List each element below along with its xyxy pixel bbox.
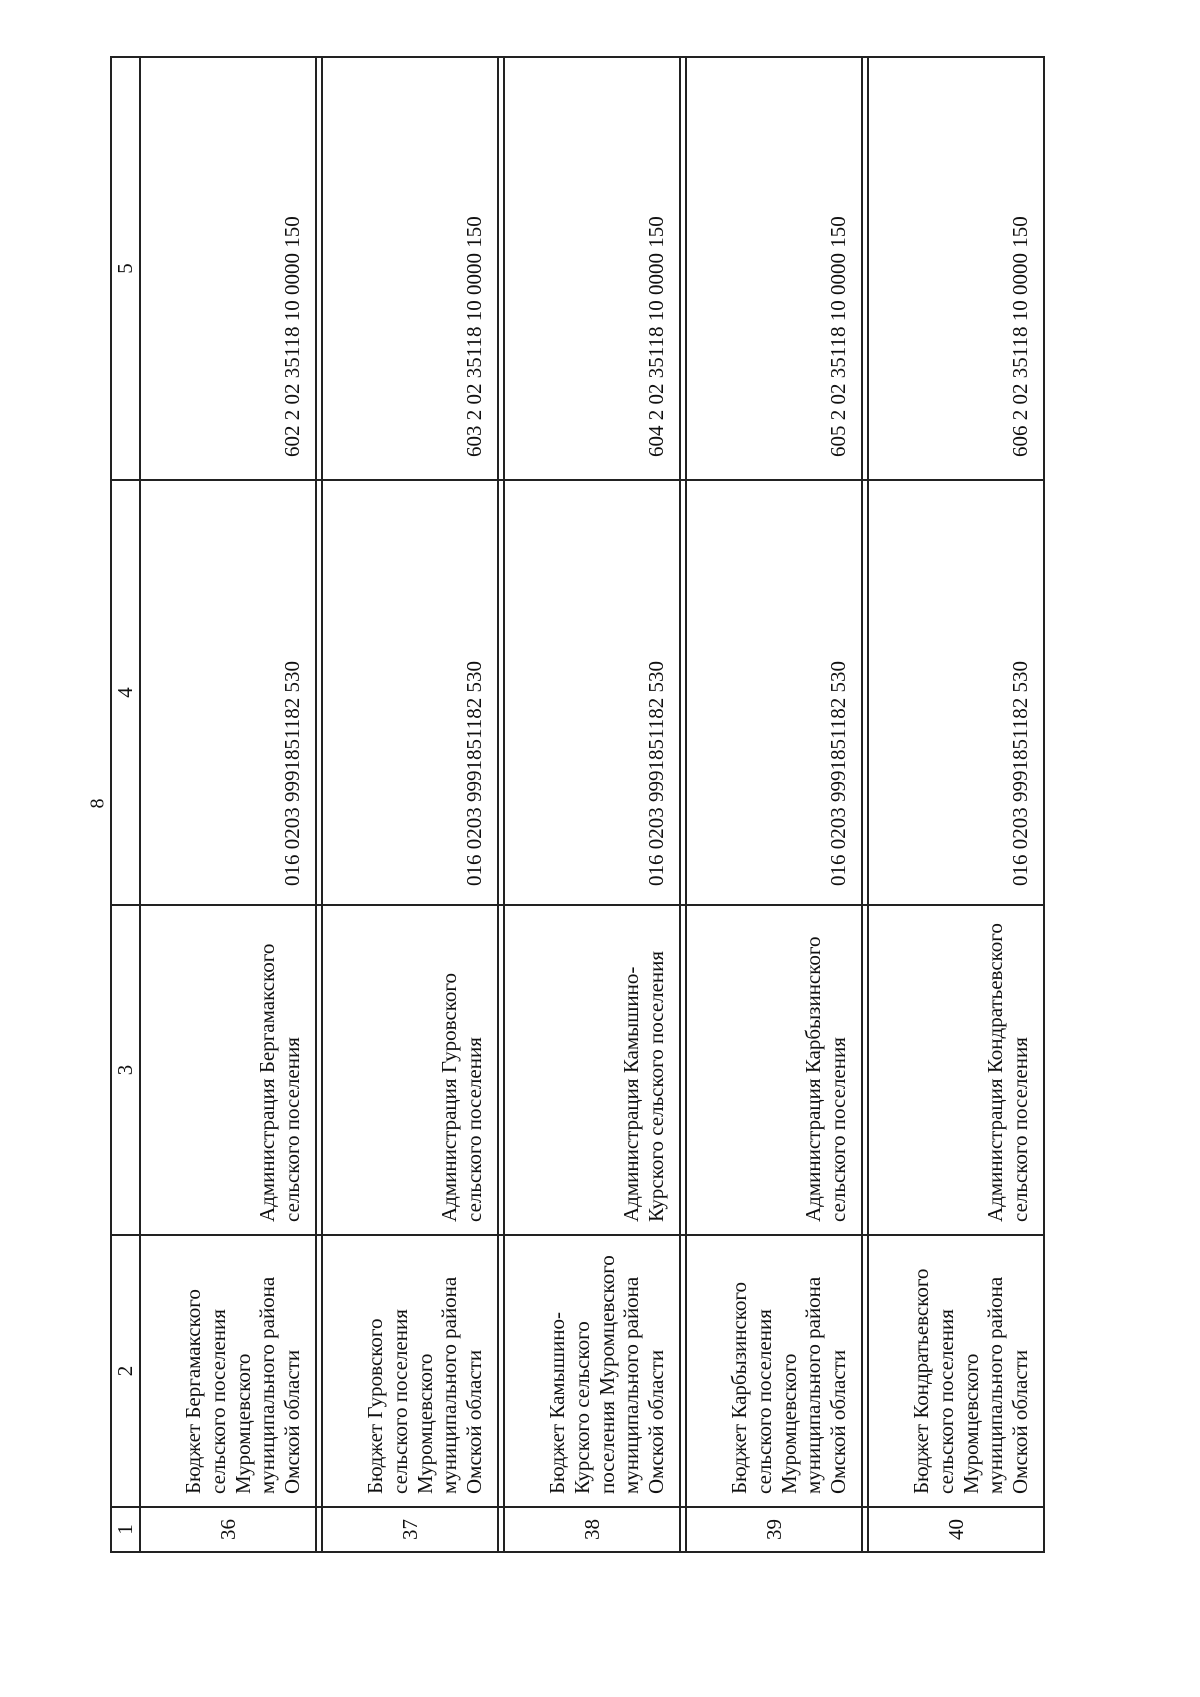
revenue-code: 605 2 02 35118 10 0000 150 bbox=[686, 57, 862, 480]
row-number: 38 bbox=[504, 1507, 680, 1552]
administrator-name: Администрация Кондратьевского сельского поселения bbox=[868, 905, 1044, 1235]
row-number: 37 bbox=[322, 1507, 498, 1552]
budget-name: Бюджет Гуровского сельского поселения Муромцевского муниципального района Омской области bbox=[322, 1235, 498, 1507]
row-number: 39 bbox=[686, 1507, 862, 1552]
administrator-name: Администрация Гуровского сельского поселения bbox=[322, 905, 498, 1235]
budget-name: Бюджет Кондратьевского сельского поселения Муромцевского муниципального района Омской области bbox=[868, 1235, 1044, 1507]
revenue-code: 604 2 02 35118 10 0000 150 bbox=[504, 57, 680, 480]
table-row bbox=[504, 57, 680, 1552]
revenue-code: 606 2 02 35118 10 0000 150 bbox=[868, 57, 1044, 480]
expense-code: 016 0203 9991851182 530 bbox=[686, 480, 862, 905]
column-header: 3 bbox=[111, 905, 140, 1235]
budget-name: Бюджет Бергамакского сельского поселения Муромцевского муниципального района Омской области bbox=[140, 1235, 316, 1507]
column-header: 5 bbox=[111, 57, 140, 480]
administrator-name: Администрация Карбызинского сельского поселения bbox=[686, 905, 862, 1235]
administrator-name: Администрация Камышино-Курского сельского поселения bbox=[504, 905, 680, 1235]
administrator-name: Администрация Бергамакского сельского поселения bbox=[140, 905, 316, 1235]
revenue-code: 602 2 02 35118 10 0000 150 bbox=[140, 57, 316, 480]
column-header: 4 bbox=[111, 480, 140, 905]
table-row bbox=[322, 57, 498, 1552]
table-row bbox=[686, 57, 862, 1552]
budget-name: Бюджет Камышино-Курского сельского поселения Муромцевского муниципального района Омской области bbox=[504, 1235, 680, 1507]
column-number-row bbox=[111, 57, 140, 1552]
table-row bbox=[140, 57, 316, 1552]
column-header: 2 bbox=[111, 1235, 140, 1507]
expense-code: 016 0203 9991851182 530 bbox=[140, 480, 316, 905]
expense-code: 016 0203 9991851182 530 bbox=[504, 480, 680, 905]
page-number: 8 bbox=[86, 798, 109, 809]
table-row bbox=[868, 57, 1044, 1552]
expense-code: 016 0203 9991851182 530 bbox=[322, 480, 498, 905]
rotated-table-container bbox=[110, 58, 1045, 1553]
row-number: 40 bbox=[868, 1507, 1044, 1552]
budget-table bbox=[110, 56, 1045, 1553]
revenue-code: 603 2 02 35118 10 0000 150 bbox=[322, 57, 498, 480]
column-header: 1 bbox=[111, 1507, 140, 1552]
row-number: 36 bbox=[140, 1507, 316, 1552]
budget-name: Бюджет Карбызинского сельского поселения Муромцевского муниципального района Омской области bbox=[686, 1235, 862, 1507]
expense-code: 016 0203 9991851182 530 bbox=[868, 480, 1044, 905]
